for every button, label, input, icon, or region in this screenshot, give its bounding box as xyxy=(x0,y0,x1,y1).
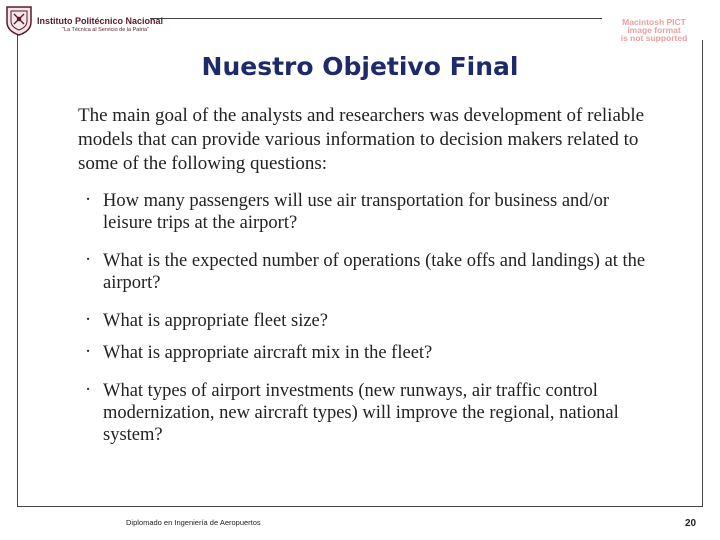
list-item xyxy=(78,250,678,294)
notice-line: image format xyxy=(627,25,681,35)
bullet-text: What is the expected number of operations (take offs and landings) at the airport? xyxy=(103,251,646,293)
bullet-dot: · xyxy=(85,380,92,400)
bullet-dot: · xyxy=(85,310,92,330)
notice-line: is not supported xyxy=(620,33,688,43)
frame-left-line xyxy=(17,10,18,506)
slide-title: Nuestro Objetivo Final xyxy=(201,52,519,81)
footer-course-name: Diplomado en Ingeniería de Aeropuertos xyxy=(126,518,261,527)
unsupported-image-notice xyxy=(604,18,704,42)
institution-name: Instituto Politécnico Nacional xyxy=(37,16,164,26)
institution-motto: "La Técnica al Servicio de la Patria" xyxy=(62,27,149,33)
institution-seal-icon xyxy=(4,4,34,36)
frame-bottom-line xyxy=(17,506,703,507)
intro-paragraph: The main goal of the analysts and researchers was development of reliable models that can provide various information to decision makers related to some of the following questions: xyxy=(78,105,645,174)
slide-content xyxy=(78,104,678,446)
notice-line: Macintosh PICT xyxy=(622,17,686,27)
bullet-text: What is appropriate fleet size? xyxy=(103,311,328,331)
list-item xyxy=(78,310,678,332)
frame-right-line xyxy=(702,40,703,506)
list-item xyxy=(78,380,678,446)
frame-top-line xyxy=(150,18,602,19)
list-item xyxy=(78,190,678,234)
question-list xyxy=(78,190,678,446)
bullet-text: What is appropriate aircraft mix in the fleet? xyxy=(103,343,433,363)
bullet-text: How many passengers will use air transportation for business and/or leisure trips at the airport? xyxy=(103,191,610,233)
bullet-dot: · xyxy=(85,342,92,362)
bullet-text: What types of airport investments (new runways, air traffic control modernization, new aircraft types) will improve the regional, national system? xyxy=(103,381,619,445)
list-item xyxy=(78,342,678,364)
page-number: 20 xyxy=(685,518,697,529)
bullet-dot: · xyxy=(85,190,92,210)
bullet-dot: · xyxy=(85,250,92,270)
